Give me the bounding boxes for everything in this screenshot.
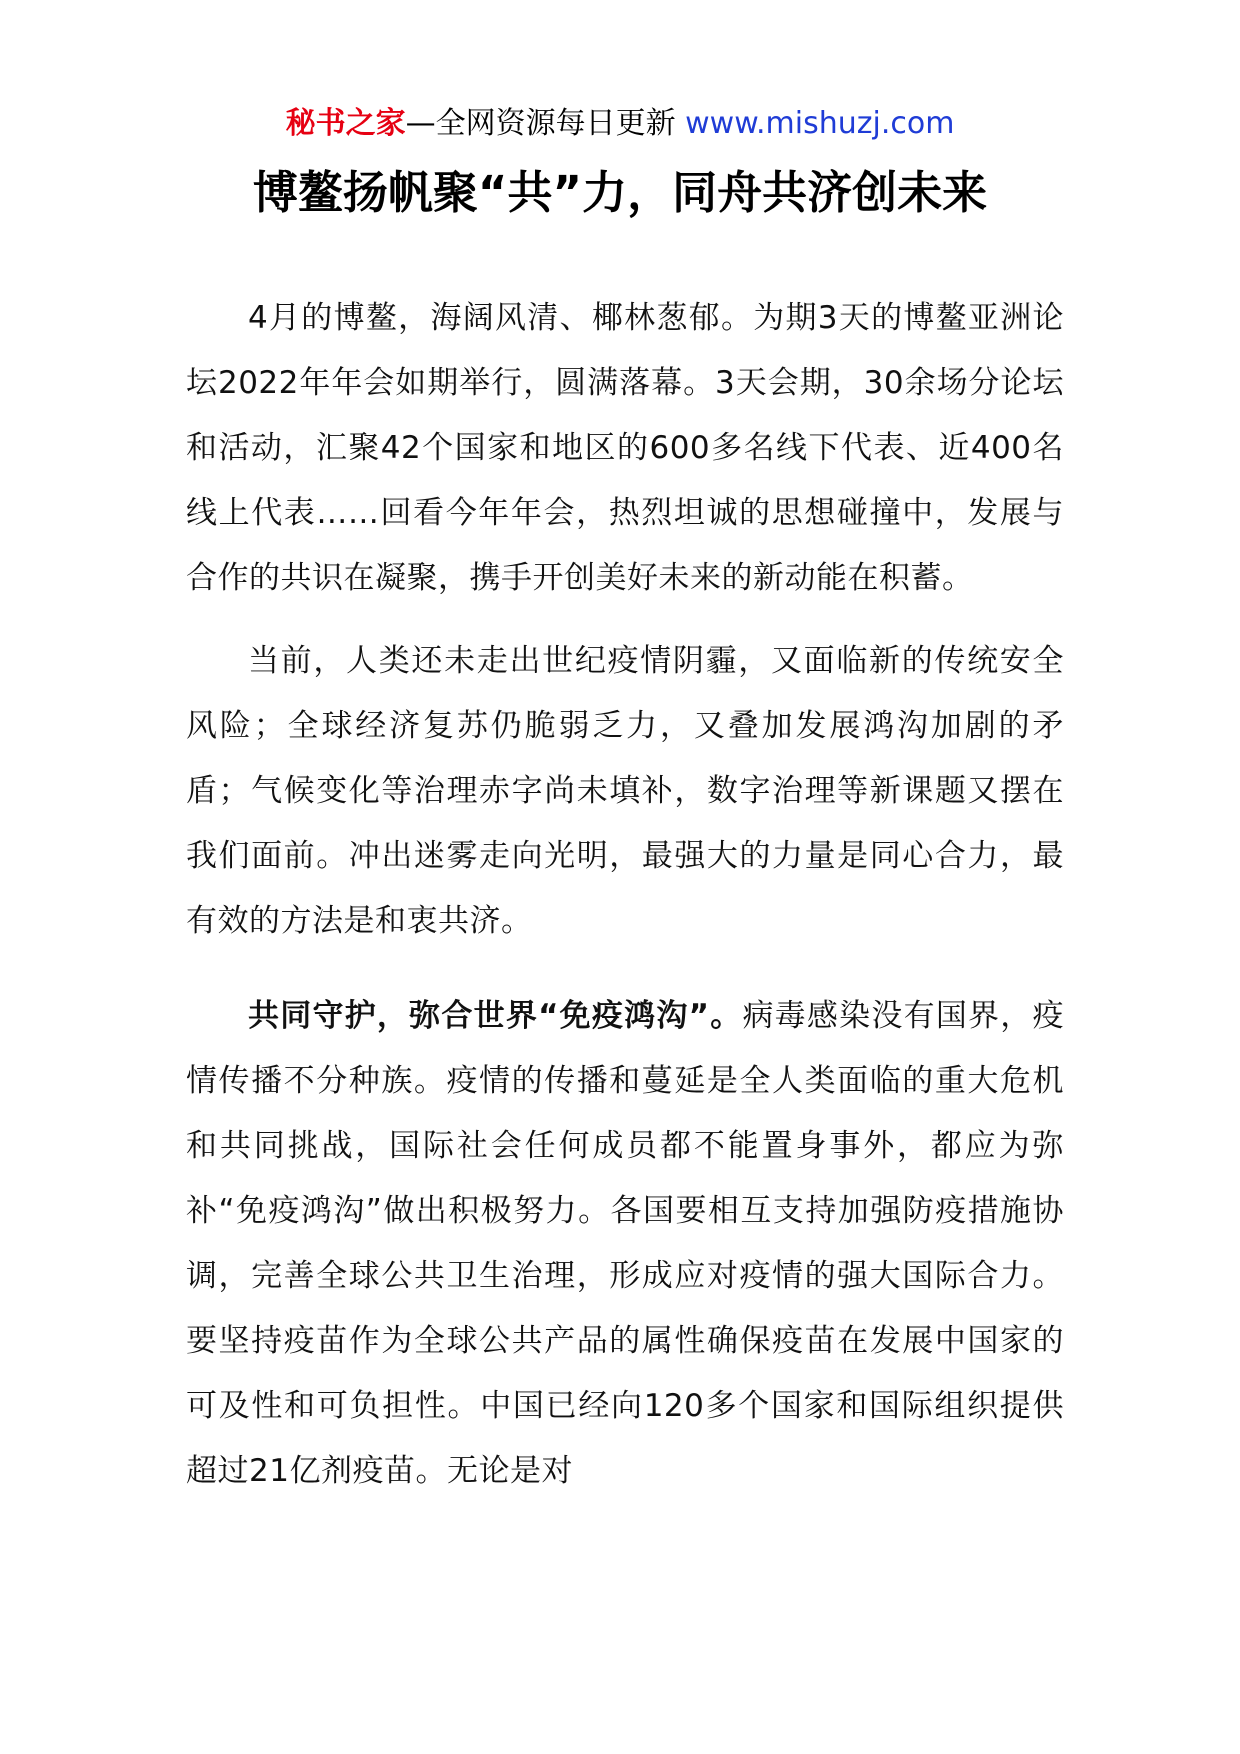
article-body	[186, 286, 1064, 1504]
brand-name: 秘书之家	[285, 106, 406, 141]
paragraph-3-lead: 共同守护，弥合世界“免疫鸿沟”。	[248, 998, 743, 1034]
paragraph-2: 当前，人类还未走出世纪疫情阴霾，又面临新的传统安全风险；全球经济复苏仍脆弱乏力，又叠加发展鸿沟加剧的矛盾；气候变化等治理赤字尚未填补，数字治理等新课题又摆在我们面前。冲出迷雾走向光明，最强大的力量是同心合力，最有效的方法是和衷共济。	[186, 643, 1064, 939]
header-tagline: —全网资源每日更新	[405, 106, 686, 141]
paragraph-3	[186, 984, 1064, 1504]
site-header	[0, 102, 1240, 146]
paragraph-1: 4月的博鳌，海阔风清、椰林葱郁。为期3天的博鳌亚洲论坛2022年年会如期举行，圆满落幕。3天会期，30余场分论坛和活动，汇聚42个国家和地区的600多名线下代表、近400名线上代表……回看今年年会，热烈坦诚的思想碰撞中，发展与合作的共识在凝聚，携手开创美好未来的新动能在积蓄。	[186, 300, 1064, 596]
site-url-link[interactable]: www.mishuzj.com	[685, 106, 955, 141]
document-title: 博鳌扬帆聚“共”力，同舟共济创未来	[252, 166, 988, 219]
paragraph-3-text: 病毒感染没有国界，疫情传播不分种族。疫情的传播和蔓延是全人类面临的重大危机和共同挑战，国际社会任何成员都不能置身事外，都应为弥补“免疫鸿沟”做出积极努力。各国要相互支持加强防疫措施协调，完善全球公共卫生治理，形成应对疫情的强大国际合力。要坚持疫苗作为全球公共产品的属性确保疫苗在发展中国家的可及性和可负担性。中国已经向120多个国家和国际组织提供超过21亿剂疫苗。无论是对	[186, 998, 1065, 1489]
